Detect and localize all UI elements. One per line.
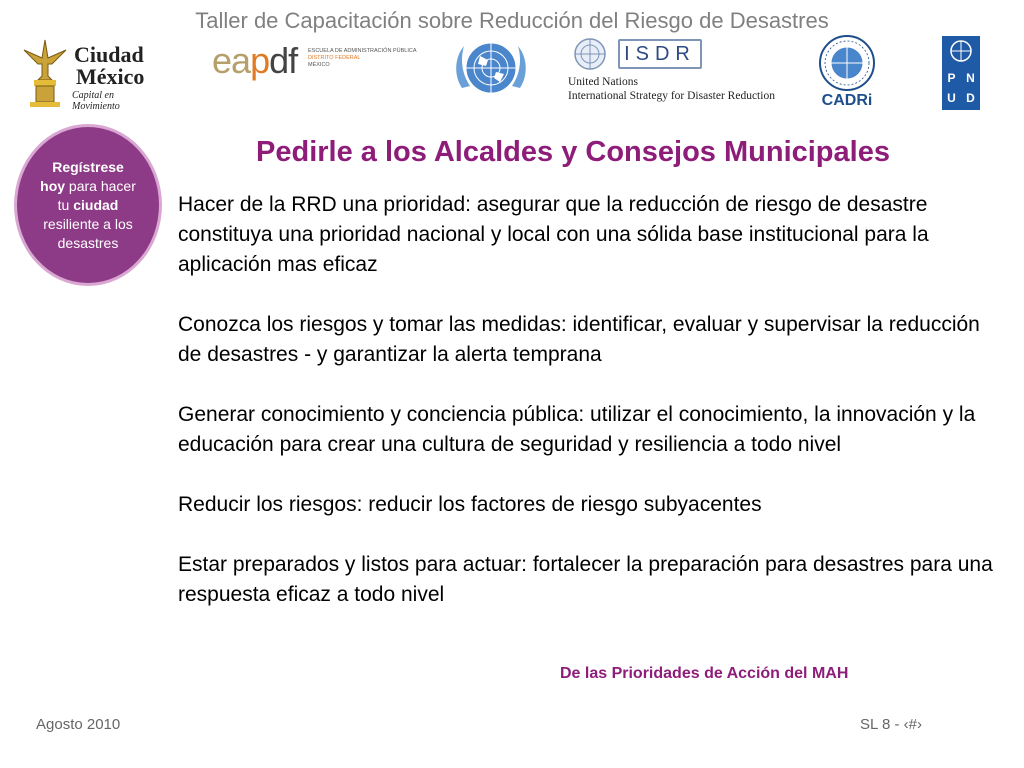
register-line-3: tu ciudad — [57, 196, 119, 213]
pnud-letter-p: P — [947, 71, 956, 85]
register-line-1: Regístrese — [52, 158, 124, 175]
isdr-line-2: International Strategy for Disaster Reduction — [568, 90, 775, 102]
pnud-letter-d: D — [966, 91, 975, 105]
register-line-5: desastres — [57, 234, 119, 251]
eapdf-logo — [212, 40, 432, 85]
isdr-logo — [568, 36, 783, 108]
cadri-wordmark: CADRi — [821, 92, 873, 109]
register-line-2: hoy para hacer — [40, 177, 136, 194]
united-nations-emblem — [452, 36, 530, 102]
undp-globe-icon — [942, 38, 980, 64]
priority-paragraph-2: Conozca los riesgos y tomar las medidas: identificar, evaluar y supervisar la reducción de desastres - y garantizar la alerta temprana — [178, 313, 980, 366]
priority-paragraph-3: Generar conocimiento y conciencia pública: utilizar el conocimiento, la innovación y la educación para crear una cultura de seguridad y resiliencia a todo nivel — [178, 403, 976, 456]
angel-statue-icon — [18, 36, 72, 108]
cdmx-word-mexico: México — [76, 64, 145, 89]
header-title: Taller de Capacitación sobre Reducción del Riesgo de Desastres — [195, 8, 829, 33]
slide-body — [178, 190, 998, 640]
register-line-4: resiliente a los — [43, 215, 133, 232]
eapdf-subtitle: ESCUELA DE ADMINISTRACIÓN PÚBLICA DISTRITO FEDERAL MÉXICO — [308, 48, 417, 68]
source-note: De las Prioridades de Acción del MAH — [560, 665, 849, 682]
cdmx-word-ciudad: Ciudad — [74, 42, 144, 67]
un-globe-icon — [452, 36, 530, 102]
priority-paragraph-4: Reducir los riesgos: reducir los factores de riesgo subyacentes — [178, 493, 762, 516]
cdmx-tagline: Capital en Movimiento — [72, 90, 120, 112]
pnud-letter-n: N — [966, 71, 975, 85]
register-city-badge[interactable] — [14, 124, 162, 286]
cadri-logo — [812, 34, 882, 110]
slide-title: Pedirle a los Alcaldes y Consejos Municipales — [256, 136, 890, 168]
eapdf-wordmark: eapdf — [212, 40, 298, 81]
priority-paragraph-5: Estar preparados y listos para actuar: fortalecer la preparación para desastres para una respuesta eficaz a todo nivel — [178, 553, 993, 606]
pnud-letter-u: U — [947, 91, 956, 105]
un-emblem-small-icon — [570, 36, 610, 72]
pnud-logo — [942, 36, 980, 110]
ciudad-mexico-logo — [18, 36, 158, 112]
priority-paragraph-1: Hacer de la RRD una prioridad: asegurar que la reducción de riesgo de desastre constituya una prioridad nacional y local con una sólida base institucional para la aplicación mas eficaz — [178, 193, 929, 276]
cadri-seal-icon — [812, 34, 882, 92]
isdr-wordmark: ISDR — [618, 39, 702, 69]
footer-slide-number: SL 8 - ‹#› — [860, 716, 922, 733]
isdr-line-1: United Nations — [568, 76, 638, 88]
footer-date: Agosto 2010 — [36, 716, 121, 733]
